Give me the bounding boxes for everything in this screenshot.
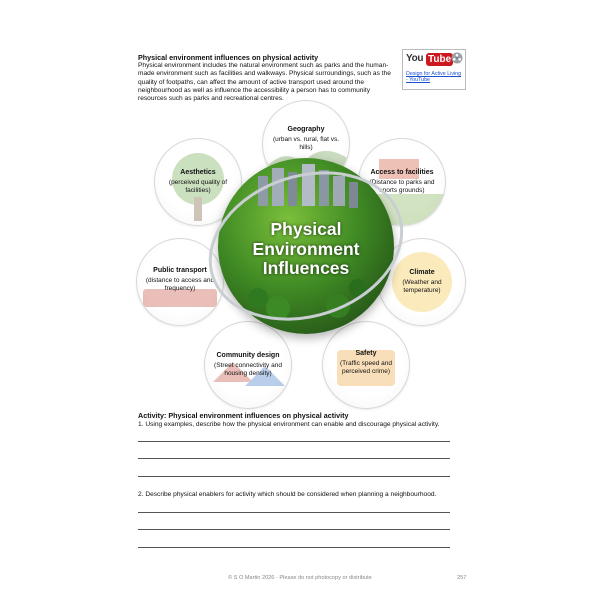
community-title: Community design: [216, 352, 280, 359]
influences-diagram: [145, 100, 470, 410]
film-reel-icon: [451, 52, 463, 64]
question-1: 1. Using examples, describe how the physical environment can enable and discourage physical activity.: [138, 421, 440, 428]
transport-title: Public transport: [153, 267, 207, 274]
activity-heading: Activity: Physical environment influences on physical activity: [138, 411, 349, 420]
answer-line[interactable]: [138, 529, 450, 530]
aesthetics-title: Aesthetics: [180, 169, 216, 176]
community-desc: (Street connectivity and housing density): [214, 362, 282, 377]
safety-desc: (Traffic speed and perceived crime): [339, 360, 393, 375]
youtube-video-card[interactable]: [402, 49, 466, 90]
geography-desc: (urban vs. rural, flat vs. hills): [272, 136, 340, 151]
intro-heading: Physical environment influences on physical activity: [138, 53, 319, 62]
intro-paragraph: Physical environment includes the natural environment such as parks and the human-made environment such as facilities and walkways. Physical surroundings, such as the quality of footpaths, can affect the amount of active transport used around the neighbourhood as well as influence the accessibility a person has to community resources such as parks and recreational centres.: [138, 62, 391, 103]
aesthetics-desc: (perceived quality of facilities): [168, 179, 228, 194]
safety-title: Safety: [355, 350, 377, 357]
youtube-link[interactable]: Design for Active Living - YouTube: [406, 71, 462, 84]
copyright-footer: © S O Martin 2026 - Please do not photocopy or distribute: [228, 575, 372, 581]
climate-title: Climate: [409, 269, 435, 276]
answer-line[interactable]: [138, 476, 450, 477]
geography-title: Geography: [287, 126, 325, 133]
youtube-logo: [406, 53, 452, 67]
access-desc: (Distance to parks and sports grounds): [369, 179, 435, 194]
diagram-center-title: Physical Environment Influences: [252, 219, 360, 278]
youtube-logo-you: You: [406, 53, 424, 64]
answer-line[interactable]: [138, 458, 450, 459]
climate-desc: (Weather and temperature): [402, 279, 442, 294]
answer-line[interactable]: [138, 441, 450, 442]
transport-desc: (distance to access and frequency): [145, 277, 215, 292]
youtube-logo-tube: Tube: [428, 54, 452, 65]
answer-line[interactable]: [138, 512, 450, 513]
question-2: 2. Describe physical enablers for activity which should be considered when planning a neighbourhood.: [138, 491, 437, 498]
answer-line[interactable]: [138, 547, 450, 548]
access-title: Access to facilities: [370, 169, 434, 176]
page-number: 257: [457, 575, 467, 581]
